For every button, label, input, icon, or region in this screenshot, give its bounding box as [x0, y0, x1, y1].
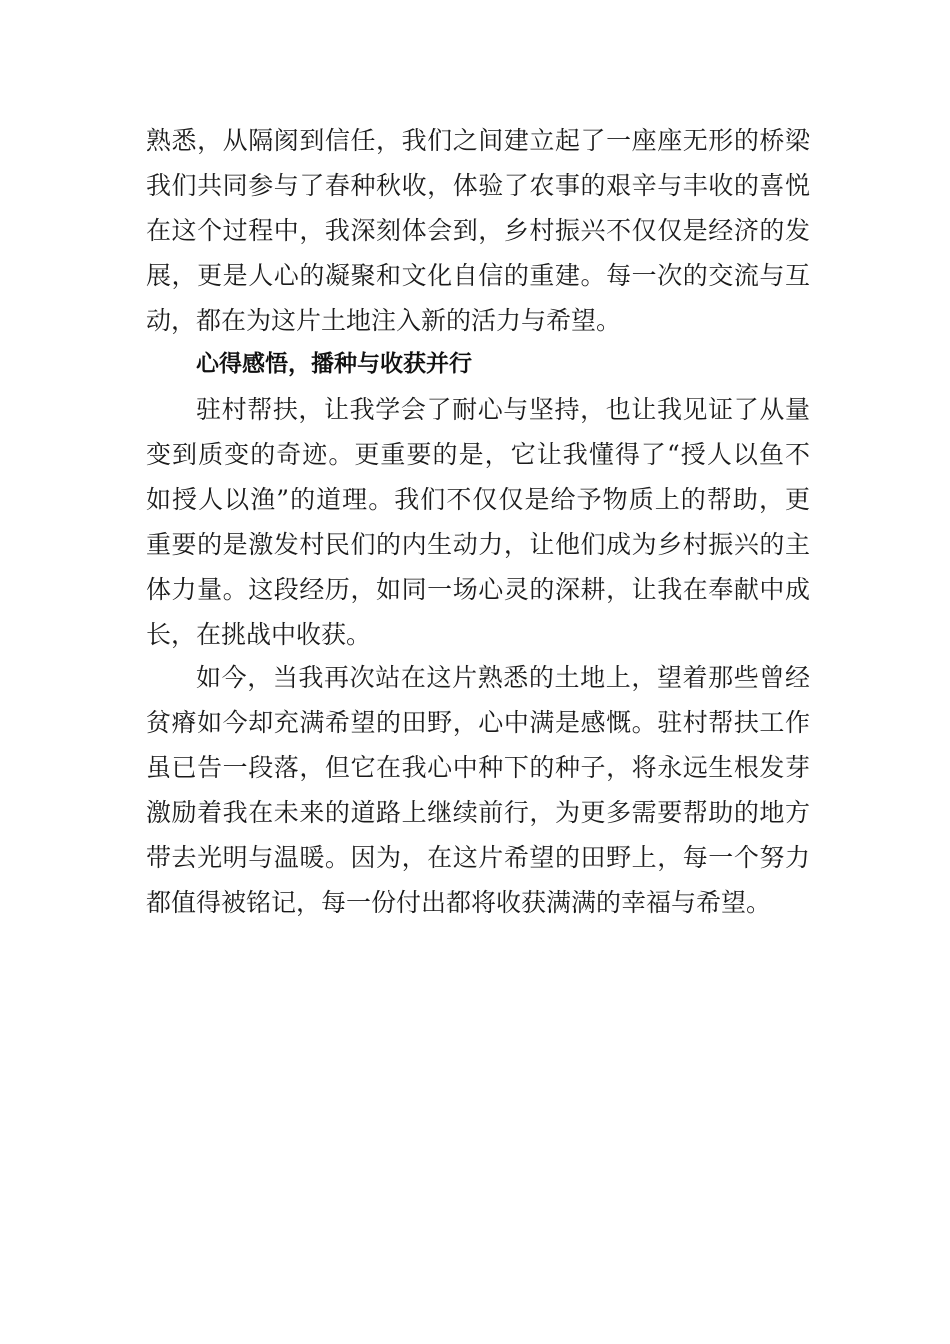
text-line: 重要的是激发村民们的内生动力，让他们成为乡村振兴的主	[146, 530, 810, 559]
text-line: 如今，当我再次站在这片熟悉的土地上，望着那些曾经	[196, 663, 810, 692]
text-line: 如授人以渔”的道理。我们不仅仅是给予物质上的帮助，更	[146, 485, 810, 514]
text-line: 带去光明与温暖。因为，在这片希望的田野上，每一个努力	[146, 843, 810, 872]
text-line: 长，在挑战中收获。	[146, 620, 372, 649]
text-line: 贫瘠如今却充满希望的田野，心中满是感慨。驻村帮扶工作	[146, 708, 810, 737]
text-line: 熟悉，从隔阂到信任，我们之间建立起了一座座无形的桥梁	[146, 126, 810, 155]
text-line: 展，更是人心的凝聚和文化自信的重建。每一次的交流与互	[146, 261, 810, 290]
text-line: 体力量。这段经历，如同一场心灵的深耕，让我在奉献中成	[146, 575, 810, 604]
section-heading-block	[146, 342, 810, 387]
text-line: 激励着我在未来的道路上继续前行，为更多需要帮助的地方	[146, 798, 810, 827]
paragraph-reflection	[146, 387, 810, 657]
section-heading: 心得感悟，播种与收获并行	[196, 351, 472, 377]
text-line: 都值得被铭记，每一份付出都将收获满满的幸福与希望。	[146, 888, 772, 917]
text-line: 变到质变的奇迹。更重要的是，它让我懂得了“授人以鱼不	[146, 440, 810, 469]
paragraph-closing	[146, 655, 810, 925]
text-line: 我们共同参与了春种秋收，体验了农事的艰辛与丰收的喜悦	[146, 171, 810, 200]
text-line: 虽已告一段落，但它在我心中种下的种子，将永远生根发芽	[146, 753, 810, 782]
text-line: 动，都在为这片土地注入新的活力与希望。	[146, 306, 622, 335]
text-line: 在这个过程中，我深刻体会到，乡村振兴不仅仅是经济的发	[146, 216, 810, 245]
text-line: 驻村帮扶，让我学会了耐心与坚持，也让我见证了从量	[196, 395, 810, 424]
paragraph-continuation	[146, 118, 810, 343]
